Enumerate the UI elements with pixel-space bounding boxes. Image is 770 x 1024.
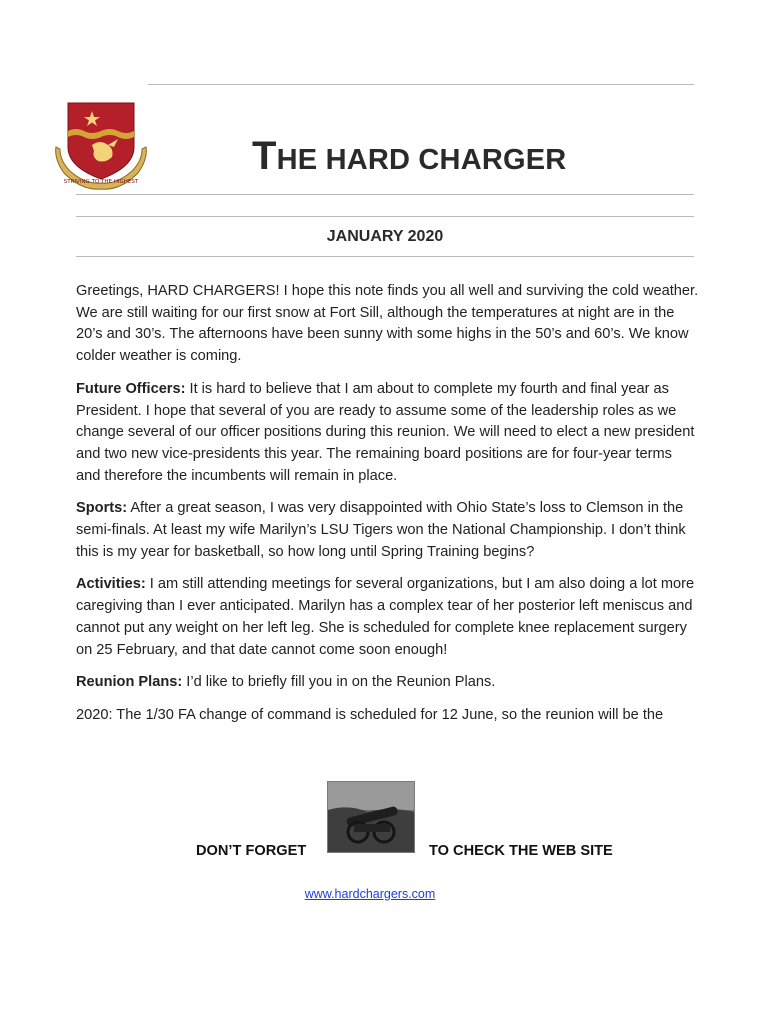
website-link[interactable]: www.hardchargers.com <box>304 887 436 901</box>
sports-text: After a great season, I was very disappointed with Ohio State’s loss to Clemson in the semi-finals. At least my wife Marilyn’s LSU Tigers won the National Championship. I don’t think this is my year for basketball, so how long until Spring Training begins? <box>76 500 686 560</box>
greeting-paragraph: Greetings, HARD CHARGERS! I hope this note finds you all well and surviving the cold weather. We are still waiting for our first snow at Fort Sill, although the temperatures at night are in the 20’s and 30’s. The afternoons have been sunny with some highs in the 50’s and 60’s. We know colder weather is coming. <box>76 283 699 365</box>
sports-paragraph <box>76 498 700 563</box>
future-officers-text: It is hard to believe that I am about to complete my fourth and final year as President. I hope that several of you are ready to assume some of the leadership roles as we change several of our officer positions during this reunion. We will need to elect a new president and two new vice-presidents this year. The remaining board positions are for four-year terms and therefore the incumbents will remain in place. <box>76 380 695 484</box>
title-rest: HE HARD CHARGER <box>276 144 567 176</box>
plans-2020-paragraph: 2020: The 1/30 FA change of command is scheduled for 12 June, so the reunion will be the <box>76 706 664 723</box>
reunion-paragraph <box>76 672 700 694</box>
newsletter-title <box>252 134 566 179</box>
crest-motto: STRIVING TO THE HIGHEST <box>63 179 139 185</box>
title-initial: T <box>252 134 277 178</box>
dont-forget-text: DON’T FORGET <box>196 843 307 859</box>
future-officers-paragraph <box>76 379 700 488</box>
newsletter-body <box>76 281 700 738</box>
activities-paragraph <box>76 574 700 661</box>
sports-label: Sports: <box>76 500 128 517</box>
future-officers-label: Future Officers: <box>76 380 186 397</box>
activities-text: I am still attending meetings for several organizations, but I am also doing a lot more caregiving than I ever anticipated. Marilyn has a complex tear of her posterior left meniscus and cannot put any weight on her left leg. She is scheduled for complete knee replacement surgery on 25 February, and that date cannot come soon enough! <box>76 576 695 658</box>
unit-crest-logo <box>52 101 150 193</box>
reunion-text: I’d like to briefly fill you in on the Reunion Plans. <box>182 674 496 691</box>
activities-label: Activities: <box>76 576 146 593</box>
issue-date: JANUARY 2020 <box>326 228 444 245</box>
top-rule <box>148 84 694 85</box>
issue-bottom-rule <box>76 256 694 257</box>
issue-top-rule <box>76 216 694 217</box>
reunion-label: Reunion Plans: <box>76 674 183 691</box>
cannon-photo <box>327 781 415 853</box>
title-bottom-rule <box>76 194 694 195</box>
check-website-text: TO CHECK THE WEB SITE <box>429 843 613 859</box>
